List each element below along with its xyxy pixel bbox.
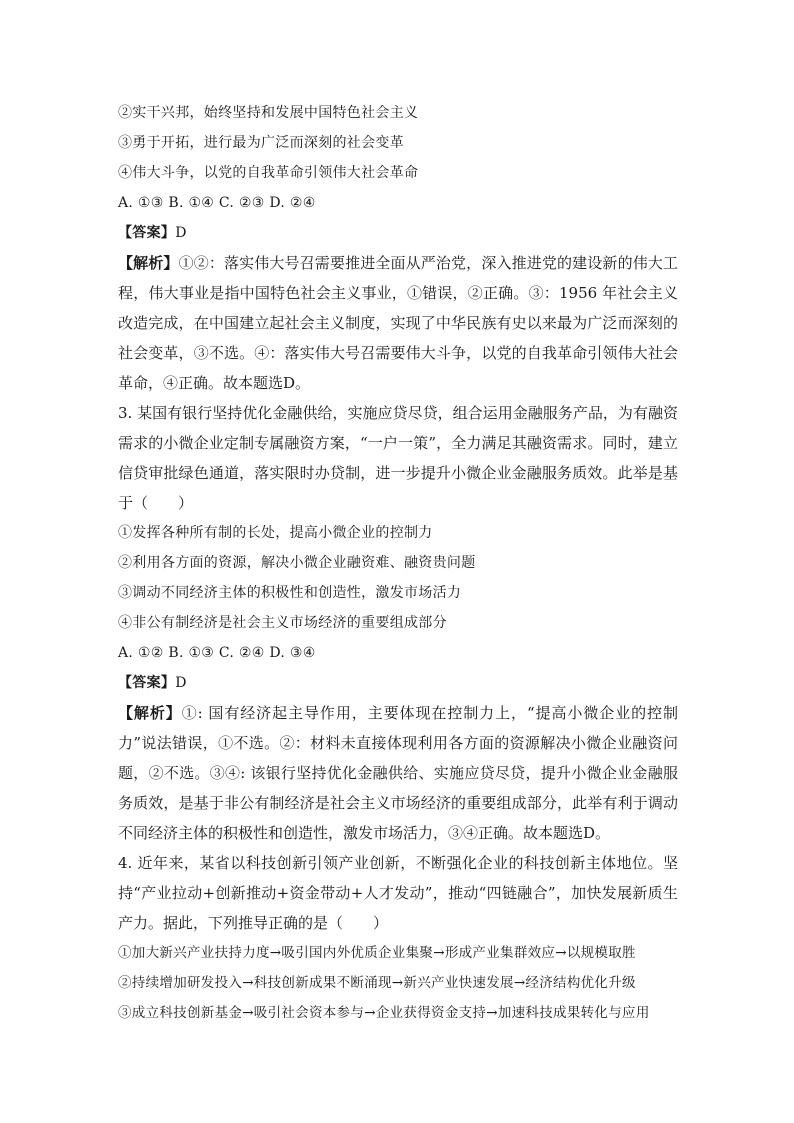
answer-tag: 【答案】	[118, 675, 176, 691]
analysis-text: ①②：落实伟大号召需要推进全面从严治党，深入推进党的建设新的伟大工程，伟大事业是指中国特色社会主义事业，①错误，②正确。③：1956 年社会主义改造完成，在中国建立起社会主义制度，实现了中华民族有史以来最为广泛而深刻的社会变革，③不选。④：落实伟大号召需要伟大斗争，以党的自我革命引领伟大社会革命，④正确。故本题选D。	[118, 254, 678, 392]
q3-option-4: ④非公有制经济是社会主义市场经济的重要组成部分	[118, 615, 447, 631]
q2-analysis	[118, 248, 678, 398]
q3-answer	[118, 668, 678, 698]
analysis-tag: 【解析】	[118, 704, 182, 722]
q3-option-2: ②利用各方面的资源，解决小微企业融资难、融资贵问题	[118, 555, 476, 571]
q2-choices: A. ①③ B. ①④ C. ②③ D. ②④	[118, 195, 316, 211]
q3-analysis	[118, 698, 678, 848]
q2-answer	[118, 218, 678, 248]
analysis-tag: 【解析】	[118, 254, 179, 272]
answer-value: D	[175, 225, 187, 241]
q4-stem: 4. 近年来，某省以科技创新引领产业创新，不断强化企业的科技创新主体地位。坚持“产业拉动+创新推动+资金带动+人才发动”，推动“四链融合”，加快发展新质生产力。据此，下列推导正确的是（ ）	[118, 854, 678, 932]
q2-option-3: ③勇于开拓，进行最为广泛而深刻的社会变革	[118, 135, 404, 151]
q4-option-1: ①加大新兴产业扶持力度→吸引国内外优质企业集聚→形成产业集群效应→以规模取胜	[118, 945, 636, 961]
q3-option-3: ③调动不同经济主体的积极性和创造性，激发市场活力	[118, 585, 462, 601]
q4-option-3: ③成立科技创新基金→吸引社会资本参与→企业获得资金支持→加速科技成果转化与应用	[118, 1005, 650, 1021]
answer-tag: 【答案】	[118, 225, 176, 241]
q4-option-2: ②持续增加研发投入→科技创新成果不断涌现→新兴产业快速发展→经济结构优化升级	[118, 975, 636, 991]
answer-value: D	[175, 675, 187, 691]
q3-choices: A. ①② B. ①③ C. ②④ D. ③④	[118, 645, 316, 661]
q3-option-1: ①发挥各种所有制的长处，提高小微企业的控制力	[118, 525, 433, 541]
document-page	[118, 98, 678, 1028]
q2-option-2: ②实干兴邦，始终坚持和发展中国特色社会主义	[118, 105, 419, 121]
analysis-text: ①: 国有经济起主导作用，主要体现在控制力上，“提高小微企业的控制力”说法错误，①不选。②：材料未直接体现利用各方面的资源解决小微企业融资问题，②不选。③④: 该银行坚持优化金融供给、实施应贷尽贷，提升小微企业金融服务质效，是基于非公有制经济是社会主义市场经济的重要组成部分，此举有利于调动不同经济主体的积极性和创造性，激发市场活力，③④正确。故本题选D。	[118, 704, 678, 842]
q2-option-4: ④伟大斗争，以党的自我革命引领伟大社会革命	[118, 165, 419, 181]
q3-stem: 3. 某国有银行坚持优化金融供给，实施应贷尽贷，组合运用金融服务产品，为有融资需求的小微企业定制专属融资方案，“一户一策”，全力满足其融资需求。同时，建立信贷审批绿色通道，落实限时办贷制，进一步提升小微企业金融服务质效。此举是基于（ ）	[118, 404, 678, 512]
